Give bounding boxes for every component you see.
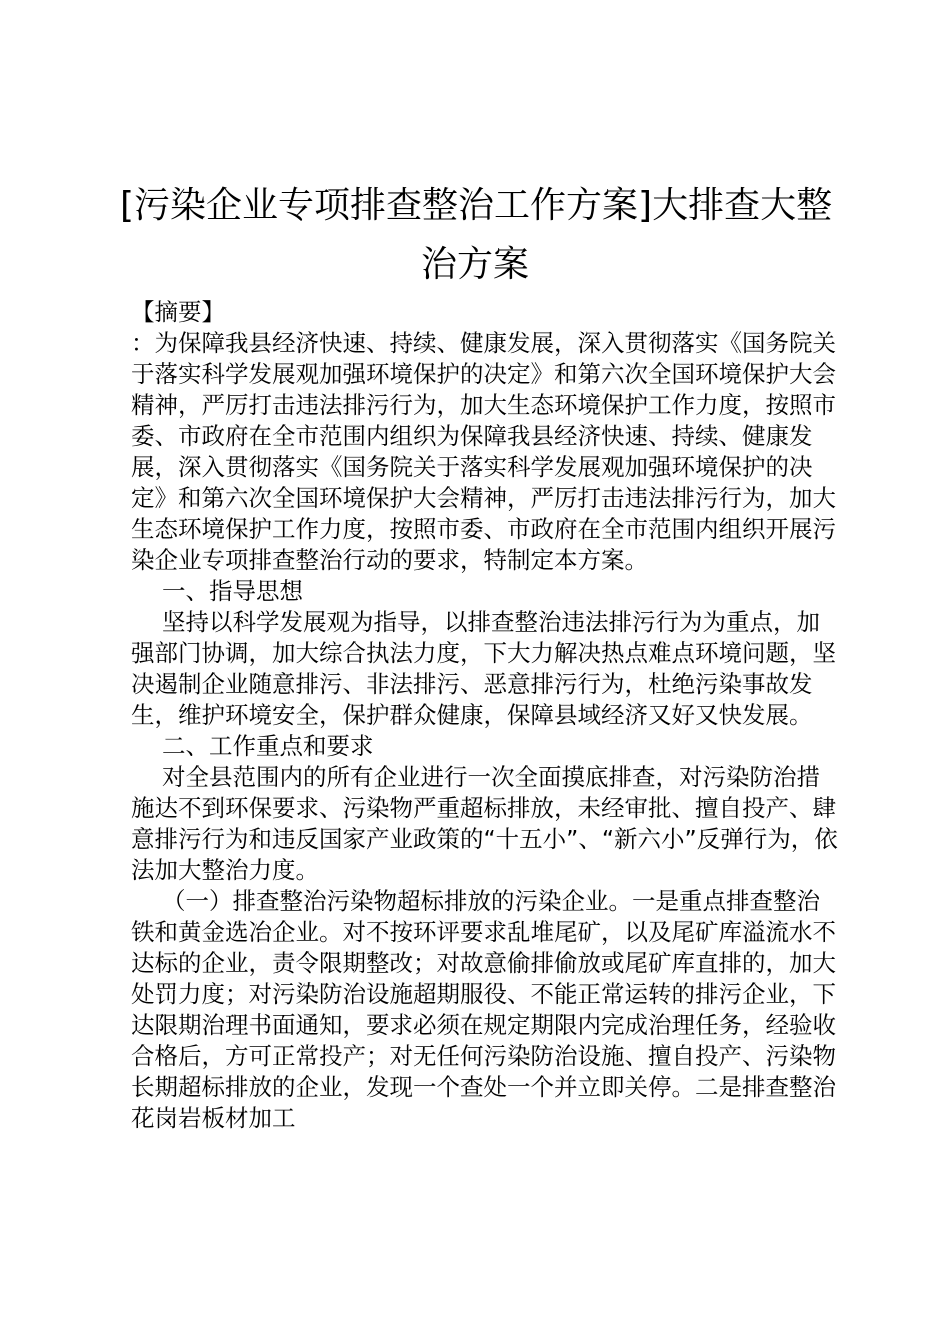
section-2-heading: 二、工作重点和要求	[162, 732, 374, 760]
document-title-line-1: [污染企业专项排查整治工作方案]大排查大整	[120, 185, 833, 226]
abstract-text: ：为保障我县经济快速、持续、健康发展，深入贯彻落实《国务院关于落实科学发展观加强环境保护的决定》和第六次全国环境保护大会精神，严厉打击违法排污行为，加大生态环境保护工作力度，按照市委、市政府在全市范围内组织为保障我县经济快速、持续、健康发展，深入贯彻落实《国务院关于落实科学发展观加强环境保护的决定》和第六次全国环境保护大会精神，严厉打击违法排污行为，加大生态环境保护工作力度，按照市委、市政府在全市范围内组织开展污染企业专项排查整治行动的要求，特制定本方案。	[131, 329, 836, 574]
section-1-text: 坚持以科学发展观为指导，以排查整治违法排污行为为重点，加强部门协调，加大综合执法力度，下大力解决热点难点环境问题，坚决遏制企业随意排污、非法排污、恶意排污行为，杜绝污染事故发生，维护环境安全，保护群众健康，保障县域经济又好又快发展。	[131, 608, 836, 729]
subsection-1-text: （一）排查整治污染物超标排放的污染企业。一是重点排查整治铁和黄金选冶企业。对不按环评要求乱堆尾矿，以及尾矿库溢流水不达标的企业，责令限期整改；对故意偷排偷放或尾矿库直排的，加大处罚力度；对污染防治设施超期服役、不能正常运转的排污企业，下达限期治理书面通知，要求必须在规定期限内完成治理任务，经验收合格后，方可正常投产；对无任何污染防治设施、擅自投产、污染物长期超标排放的企业，发现一个查处一个并立即关停。二是排查整治花岗岩板材加工	[131, 887, 836, 1132]
section-1-heading: 一、指导思想	[162, 577, 303, 605]
abstract-label: 【摘要】	[131, 298, 225, 326]
section-2-text: 对全县范围内的所有企业进行一次全面摸底排查，对污染防治措施达不到环保要求、污染物严重超标排放，未经审批、擅自投产、肆意排污行为和违反国家产业政策的“十五小”、“新六小”反弹行为，依法加大整治力度。	[131, 763, 838, 884]
document-title-line-2: 治方案	[420, 244, 529, 285]
document-body	[131, 297, 841, 1134]
